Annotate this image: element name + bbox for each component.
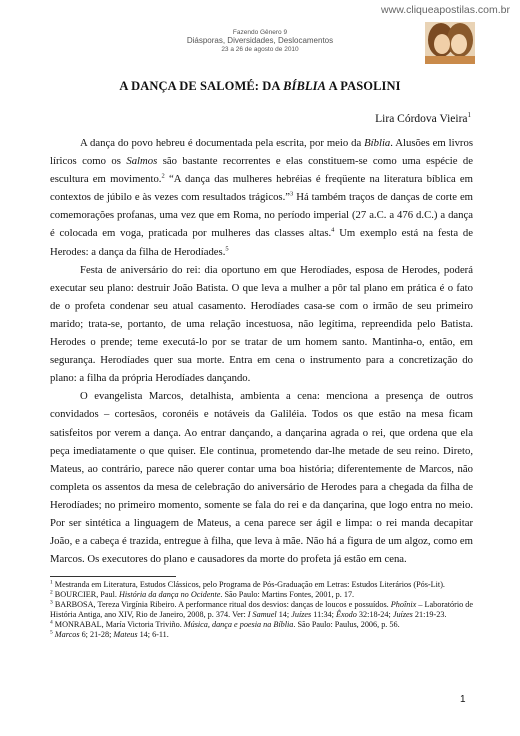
two-faces-logo-icon (425, 22, 475, 64)
footnote-number: 2 (50, 589, 53, 596)
footnote-italic: Marcos (54, 630, 80, 639)
footnote-text: BOURCIER, Paul. (52, 590, 119, 599)
author-line (375, 111, 471, 125)
footnotes (50, 580, 473, 640)
footnote-italic: Juízes (291, 610, 312, 619)
document-title (0, 79, 520, 94)
footnote-2 (50, 590, 473, 600)
title-part-2: A PASOLINI (326, 79, 401, 93)
conference-line-2: Diásporas, Diversidades, Deslocamentos (186, 36, 334, 46)
footnote-number: 5 (50, 629, 53, 636)
footnote-text: MONRABAL, María Victoria Triviño. (52, 620, 184, 629)
footnote-number: 1 (50, 579, 53, 586)
p1-text-2: . Alusões em livros líricos como os (50, 137, 473, 168)
p1-italic-biblia: Bíblia (364, 137, 391, 149)
footnote-text: Mestranda em Literatura, Estudos Clássicos, pelo Programa de Pós-Graduação em Letras: Estudos Literários (Pós-Lit). (52, 580, 445, 589)
footnote-italic: História da dança no Ocidente (118, 590, 221, 599)
footnote-text: . São Paulo: Paulus, 2006, p. 56. (293, 620, 400, 629)
paragraph-2: Festa de aniversário do rei: dia oportuno em que Herodíades, esposa de Herodes, poderá executar seu plano: destruir João Batista. O que leva a mulher a pôr tal plano em prática é o fato de o profeta condenar seu atual casamento. Herodíades casa-se com o irmão de seu primeiro marido; trata-se, portanto, de uma relação incestuosa, não legítima, repreendida pelo Batista. Herodes o prende; teme executá-lo por se tratar de um homem santo. Mantinha-o, então, em segurança. Herodíades quer sua morte. Entra em cena o instrumento para a concretização do plano: a filha da própria Herodíades dançando. (50, 263, 473, 385)
footnote-text: BARBOSA, Tereza Virgínia Ribeiro. A performance ritual dos desvios: danças de loucos e possuídos. (52, 600, 391, 609)
footnote-text: 32:18-24; (356, 610, 393, 619)
footnote-3 (50, 600, 473, 620)
p1-text-1: A dança do povo hebreu é documentada pela escrita, por meio da (80, 137, 365, 149)
p1-text-3: são bastante recorrentes e elas constituem-se como uma espécie de escultura em movimento. (50, 155, 473, 186)
footnote-text: 14; 6-11. (137, 630, 169, 639)
footnote-italic: Phoînix (390, 600, 417, 609)
footnote-1 (50, 580, 473, 590)
footnote-text: 21:19-23. (412, 610, 447, 619)
footnote-4 (50, 620, 473, 630)
footnote-ref-3: 3 (290, 190, 294, 198)
footnote-text: – Laboratório de História Antiga, ano XIV, Rio de Janeiro, 2008, p. 374. Ver: (50, 600, 474, 619)
paragraph-1 (50, 134, 473, 261)
footnote-5 (50, 630, 473, 640)
footnote-ref-1: 1 (467, 111, 471, 119)
p1-text-5: Há também traços de danças de corte em comemorações profanas, uma vez que em Roma, no período imperial (27 a.C. a 476 d.C.) a dança é colocada em voga, praticada por mulheres das classes altas. (50, 191, 473, 240)
conference-line-3: 23 a 26 de agosto de 2010 (221, 45, 299, 53)
footnote-text: 11:34; (311, 610, 336, 619)
p1-text-6: Um exemplo está na festa de Herodes: a dança da filha de Herodíades. (50, 227, 473, 258)
watermark-url: www.cliqueapostilas.com.br (381, 4, 510, 16)
title-italic: BÍBLIA (283, 79, 327, 93)
author-name: Lira Córdova Vieira (375, 112, 468, 125)
p1-italic-salmos: Salmos (126, 155, 158, 168)
footnote-text: 14; (276, 610, 292, 619)
body-text (50, 134, 473, 568)
p1-text-4: “A dança das mulheres hebréias é freqüente na literatura bíblica em contextos de júbilo e às vezes com resultados trágicos.” (50, 173, 473, 204)
footnote-italic: I Samuel (247, 610, 277, 619)
footnote-text: . São Paulo: Martins Fontes, 2001, p. 17. (220, 590, 355, 599)
footnote-italic: Êxodo (335, 610, 357, 619)
footnote-ref-4: 4 (331, 226, 335, 234)
footnote-italic: Juízes (392, 610, 413, 619)
footnote-number: 3 (50, 599, 53, 606)
footnote-text: 6; 21-28; (79, 630, 114, 639)
paragraph-3: O evangelista Marcos, detalhista, ambienta a cena: menciona a presença de outros convidados – cortesãos, coronéis e notáveis da Galiléia. Todos os que estão na mesa ficam satisfeitos por verem a dança. Ao entrar dançando, a dançarina agrada o rei, que ordena que ela peça imediatamente o que quiser. Ele continua, prometendo dar-lhe metade de seu reino. Direto, Mateus, ao contrário, parece não querer contar uma boa história; diferentemente de Marcos, não completa os assentos da mesa de celebração do aniversário de Herodes para a chegada da filha de Herodíades; no primeiro momento, somente se fala do rei e da dançarina, que logo entra no meio. Por ser sintética a linguagem de Mateus, a cena parece ser ágil e limpa: o rei manda decapitar João, e a cabeça é trazida, entregue à filha, que leva à mãe. Não há a figura de um algoz, como em Marcos. Os executores do plano e causadores da morte do profeta já estão em cena. (50, 390, 473, 566)
page-number: 1 (460, 694, 466, 705)
title-part-1: A DANÇA DE SALOMÉ: DA (119, 79, 284, 93)
footnote-ref-2: 2 (161, 172, 165, 180)
footnote-number: 4 (50, 619, 53, 626)
footnote-divider (50, 576, 176, 577)
conference-line-1: Fazendo Gênero 9 (232, 29, 288, 36)
footnote-italic: Música, dança e poesia na Bíblia (183, 620, 294, 629)
footnote-ref-5: 5 (225, 245, 229, 252)
footnote-italic: Mateus (113, 630, 138, 639)
